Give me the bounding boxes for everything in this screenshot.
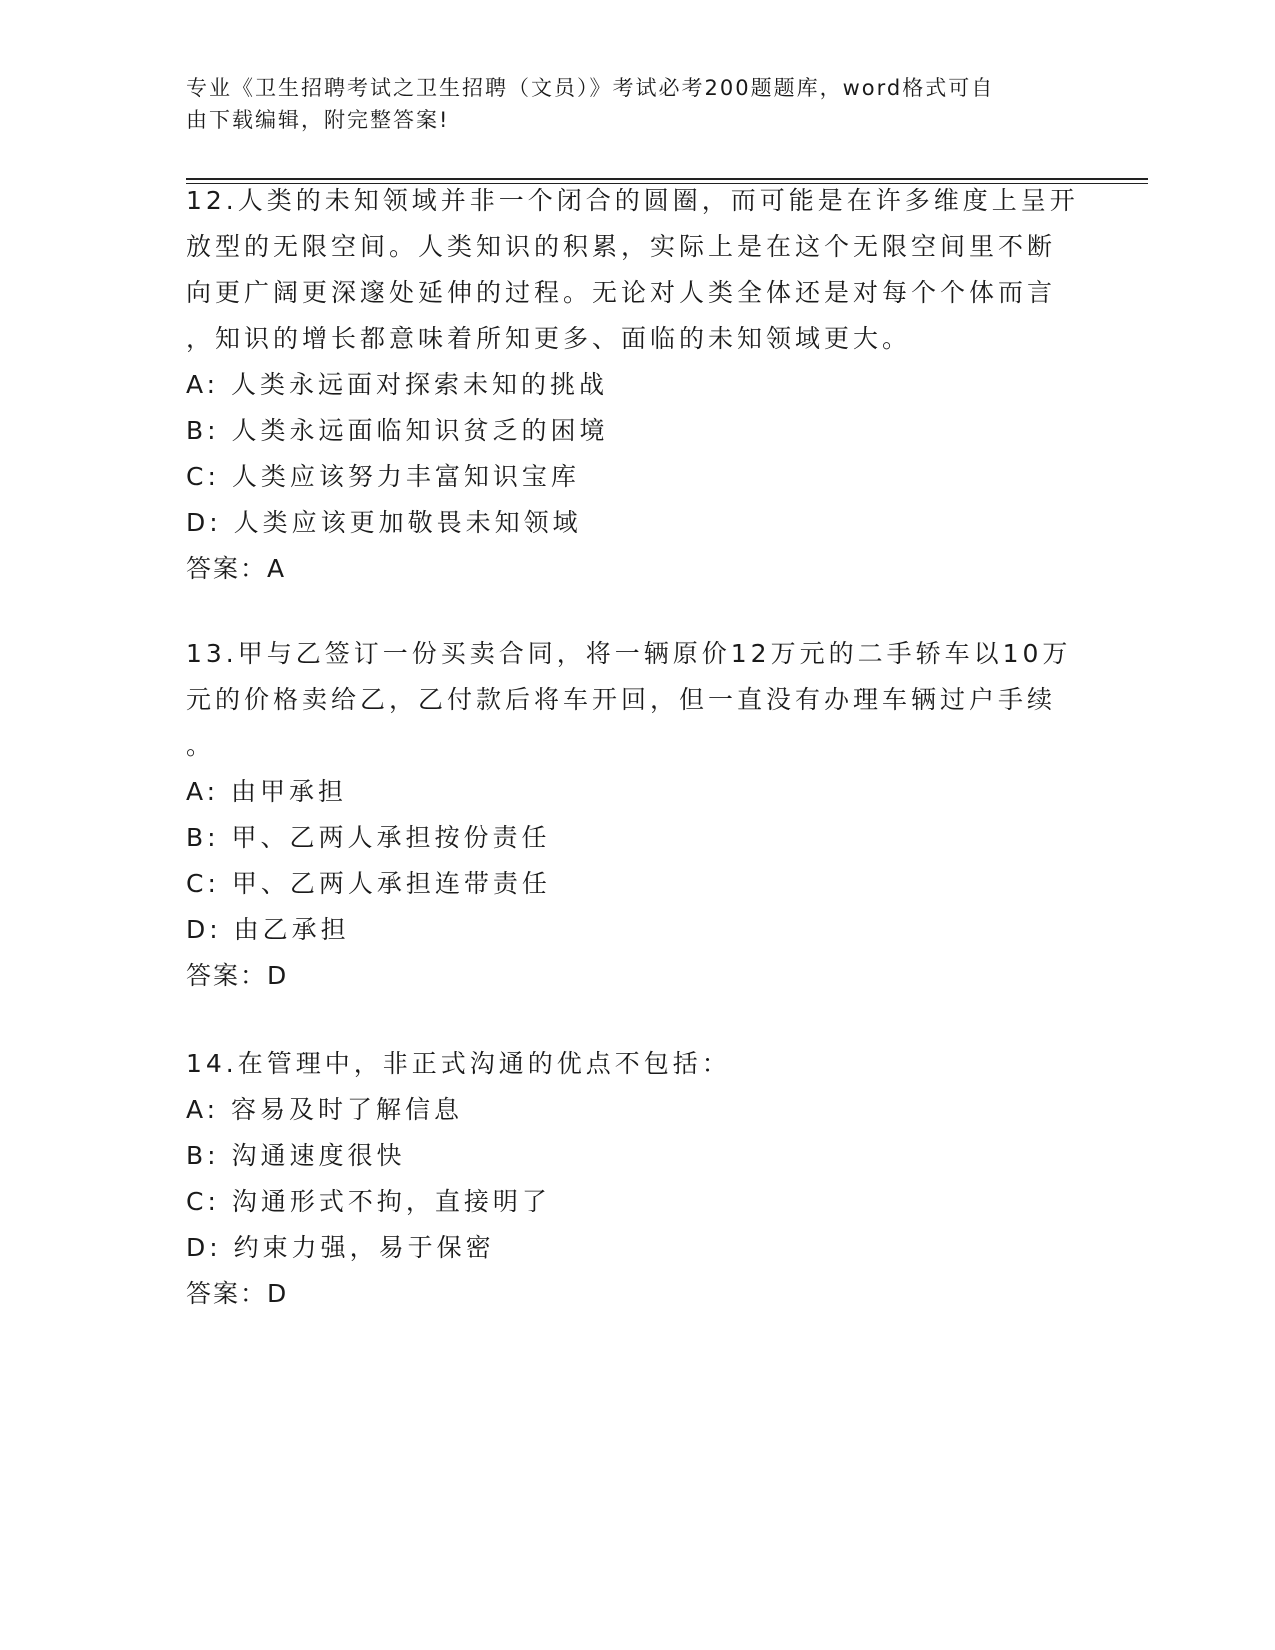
- option-b: B: 甲、乙两人承担按份责任: [186, 823, 551, 852]
- document-header: [186, 72, 1066, 136]
- question-stem-line: 14.在管理中，非正式沟通的优点不包括：: [186, 1049, 731, 1078]
- answer: 答案：A: [186, 554, 287, 583]
- question-stem-line: 13.甲与乙签订一份买卖合同，将一辆原价12万元的二手轿车以10万: [186, 639, 1072, 668]
- question-stem-line: 向更广阔更深邃处延伸的过程。无论对人类全体还是对每个个体而言: [186, 278, 1057, 307]
- question-stem-line: 元的价格卖给乙，乙付款后将车开回，但一直没有办理车辆过户手续: [186, 685, 1057, 714]
- option-a: A: 容易及时了解信息: [186, 1095, 464, 1124]
- option-a: A: 由甲承担: [186, 777, 348, 806]
- option-a: A: 人类永远面对探索未知的挑战: [186, 370, 609, 399]
- option-c: C: 沟通形式不拘，直接明了: [186, 1187, 551, 1216]
- question-stem-line: 放型的无限空间。人类知识的积累，实际上是在这个无限空间里不断: [186, 232, 1057, 261]
- question-stem-line: ，知识的增长都意味着所知更多、面临的未知领域更大。: [186, 324, 912, 353]
- option-c: C: 人类应该努力丰富知识宝库: [186, 462, 580, 491]
- question-14: [186, 1041, 1086, 1317]
- question-12: [186, 178, 1086, 592]
- question-stem-line: 12.人类的未知领域并非一个闭合的圆圈，而可能是在许多维度上呈开: [186, 186, 1079, 215]
- option-d: D: 人类应该更加敬畏未知领域: [186, 508, 582, 537]
- answer: 答案：D: [186, 961, 289, 990]
- question-13: [186, 631, 1086, 999]
- option-d: D: 约束力强，易于保密: [186, 1233, 495, 1262]
- option-b: B: 人类永远面临知识贫乏的困境: [186, 416, 609, 445]
- option-b: B: 沟通速度很快: [186, 1141, 406, 1170]
- option-c: C: 甲、乙两人承担连带责任: [186, 869, 551, 898]
- option-d: D: 由乙承担: [186, 915, 350, 944]
- header-line-2: 由下载编辑，附完整答案!: [186, 108, 450, 132]
- header-line-1: 专业《卫生招聘考试之卫生招聘（文员）》考试必考200题题库，word格式可自: [186, 76, 995, 100]
- answer: 答案：D: [186, 1279, 289, 1308]
- question-stem-line: 。: [186, 731, 216, 760]
